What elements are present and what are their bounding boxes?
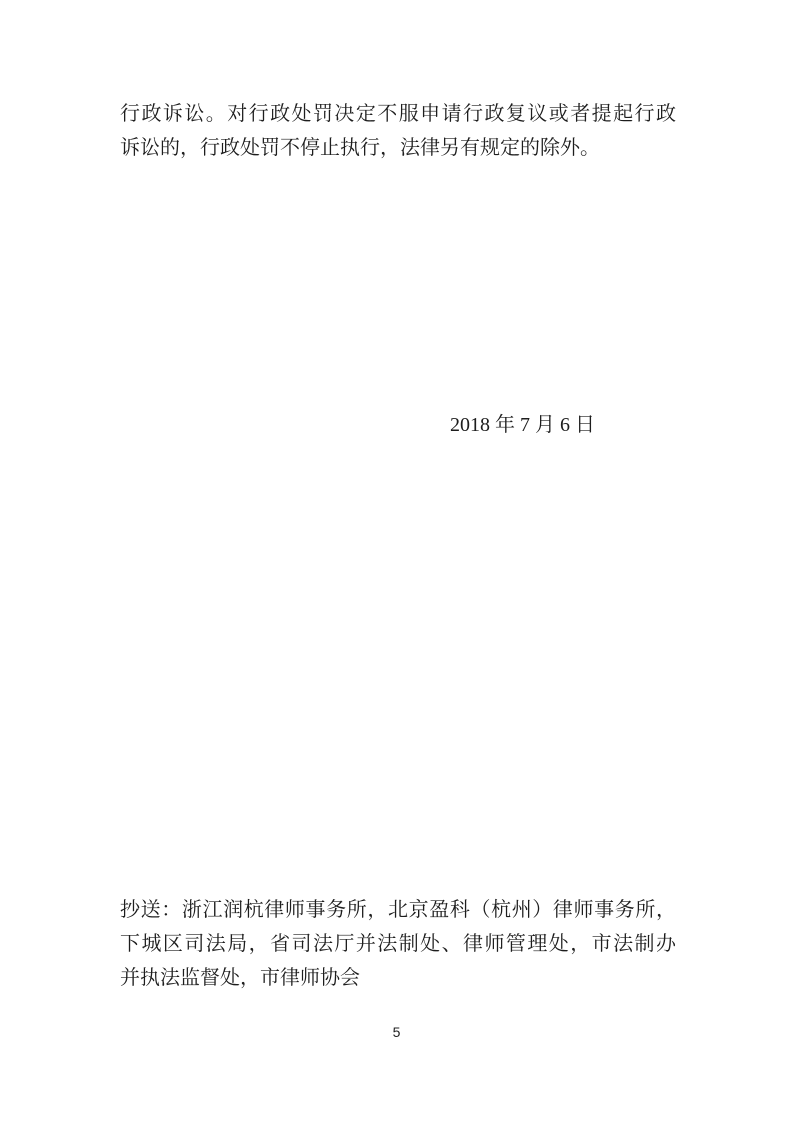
cc-block	[120, 893, 676, 995]
cc-line-2: 下城区司法局，省司法厅并法制处、律师管理处，市法制办	[120, 933, 676, 955]
cc-line-3: 并执法监督处，市律师协会	[120, 967, 360, 989]
page-number: 5	[392, 1024, 401, 1040]
cc-line-1: 抄送：浙江润杭律师事务所，北京盈科（杭州）律师事务所，	[120, 899, 676, 921]
date-line: 2018 年 7 月 6 日	[450, 414, 595, 436]
body-paragraph	[120, 97, 676, 165]
body-paragraph-line-2: 诉讼的，行政处罚不停止执行，法律另有规定的除外。	[120, 137, 600, 159]
body-paragraph-line-1: 行政诉讼。对行政处罚决定不服申请行政复议或者提起行政	[120, 103, 676, 125]
